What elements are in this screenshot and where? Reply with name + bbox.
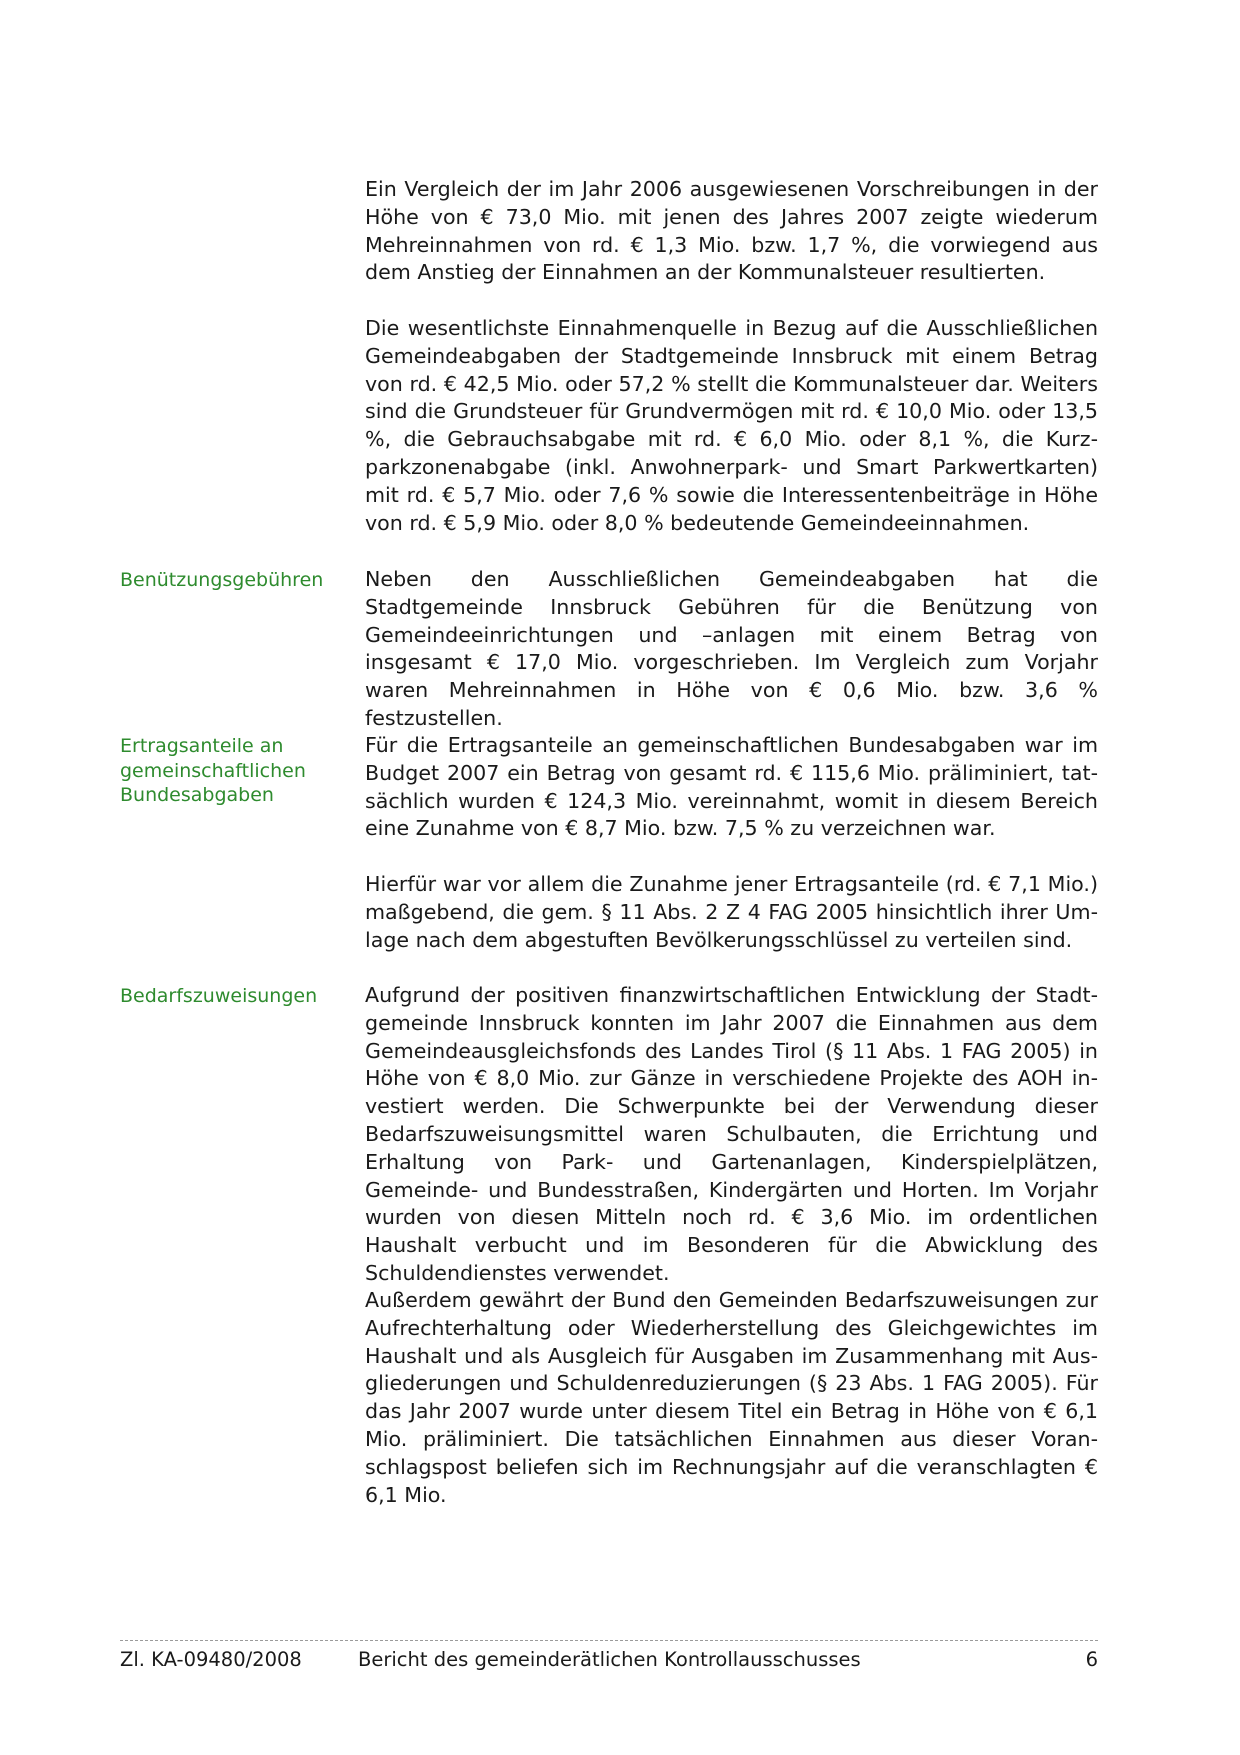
paragraph-einnahmenquelle: Die wesentlichste Einnahmenquelle in Bezug auf die Ausschließlichen Gemeindeabgaben der Stadtgemeinde Innsbruck mit einem Betrag von rd. € 42,5 Mio. oder 57,2 % stellt die Kommunalsteuer dar. Weiters sind die Grundsteuer für Grundvermögen mit rd. € 10,0 Mio. oder 13,5 %, die Gebrauchsabgabe mit rd. € 6,0 Mio. oder 8,1 %, die Kurzparkzonenabgabe (inkl. Anwohnerpark- und Smart Parkwertkarten) mit rd. € 5,7 Mio. oder 7,6 % sowie die Interessentenbeiträge in Höhe von rd. € 5,9 Mio. oder 8,0 % bedeutende Gemeindeeinnahmen. <box>365 316 1098 535</box>
paragraph-ertragsanteile: Für die Ertragsanteile an gemeinschaftlichen Bundesabgaben war im Budget 2007 ein Betrag von gesamt rd. € 115,6 Mio. präliminiert, tatsächlich wurden € 124,3 Mio. vereinnahmt, womit in diesem Bereich eine Zunahme von € 8,7 Mio. bzw. 7,5 % zu verzeichnen war. <box>365 733 1098 841</box>
paragraph-benuetzungsgebuehren: Neben den Ausschließlichen Gemeindeabgaben hat die Stadtgemeinde Innsbruck Gebühren für die Benützung von Gemeindeeinrichtungen und –anlagen mit einem Betrag von insgesamt € 17,0 Mio. vorgeschrieben. Im Vergleich zum Vorjahr waren Mehreinnahmen in Höhe von € 0,6 Mio. bzw. 3,6 % festzustellen. <box>365 567 1098 730</box>
paragraph-ausserdem: Außerdem gewährt der Bund den Gemeinden Bedarfszuweisungen zur Aufrechterhaltung oder Wiederherstellung des Gleichgewichtes im Haushalt und als Ausgleich für Ausgaben im Zusammenhang mit Ausgliederungen und Schuldenreduzierungen (§ 23 Abs. 1 FAG 2005). Für das Jahr 2007 wurde unter diesem Titel ein Betrag in Höhe von € 6,1 Mio. präliminiert. Die tatsächlichen Einnahmen aus dieser Voranschlagspost beliefen sich im Rechnungsjahr auf die veranschlagten € 6,1 Mio. <box>365 1288 1098 1507</box>
paragraph-hierfuer: Hierfür war vor allem die Zunahme jener Ertragsanteile (rd. € 7,1 Mio.) maßgebend, die gem. § 11 Abs. 2 Z 4 FAG 2005 hinsichtlich ihrer Umlage nach dem abgestuften Bevölkerungsschlüssel zu verteilen sind. <box>365 872 1098 952</box>
paragraph-vergleich: Ein Vergleich der im Jahr 2006 ausgewiesenen Vorschreibungen in der Höhe von € 73,0 Mio. mit jenen des Jahres 2007 zeigte wiederum Mehreinnahmen von rd. € 1,3 Mio. bzw. 1,7 %, die vorwiegend aus dem Anstieg der Einnahmen an der Kommunalsteuer resultierten. <box>365 177 1098 285</box>
margin-label-bedarfszuweisungen: Bedarfszuweisungen <box>120 985 318 1007</box>
footer-reference: Zl. KA-09480/2008 <box>120 1648 302 1671</box>
margin-label-ertragsanteile: Ertragsanteile an gemeinschaftlichen Bundesabgaben <box>120 735 306 806</box>
paragraph-bedarfszuweisungen: Aufgrund der positiven finanzwirtschaftlichen Entwicklung der Stadtgemeinde Innsbruck konnten im Jahr 2007 die Einnahmen aus dem Gemeindeausgleichsfonds des Landes Tirol (§ 11 Abs. 1 FAG 2005) in Höhe von € 8,0 Mio. zur Gänze in verschiedene Projekte des AOH investiert werden. Die Schwerpunkte bei der Verwendung dieser Bedarfszuweisungsmittel waren Schulbauten, die Errichtung und Erhaltung von Park- und Gartenanlagen, Kinderspielplätzen, Gemeinde- und Bundesstraßen, Kindergärten und Horten. Im Vorjahr wurden von diesen Mitteln noch rd. € 3,6 Mio. im ordentlichen Haushalt verbucht und im Besonderen für die Abwicklung des Schuldendienstes verwendet. <box>365 983 1098 1285</box>
margin-label-benuetzungsgebuehren: Benützungsgebühren <box>120 569 324 591</box>
footer-title: Bericht des gemeinderätlichen Kontrollausschusses <box>358 1648 861 1671</box>
footer-divider <box>120 1640 1098 1641</box>
page-number: 6 <box>1085 1648 1098 1671</box>
